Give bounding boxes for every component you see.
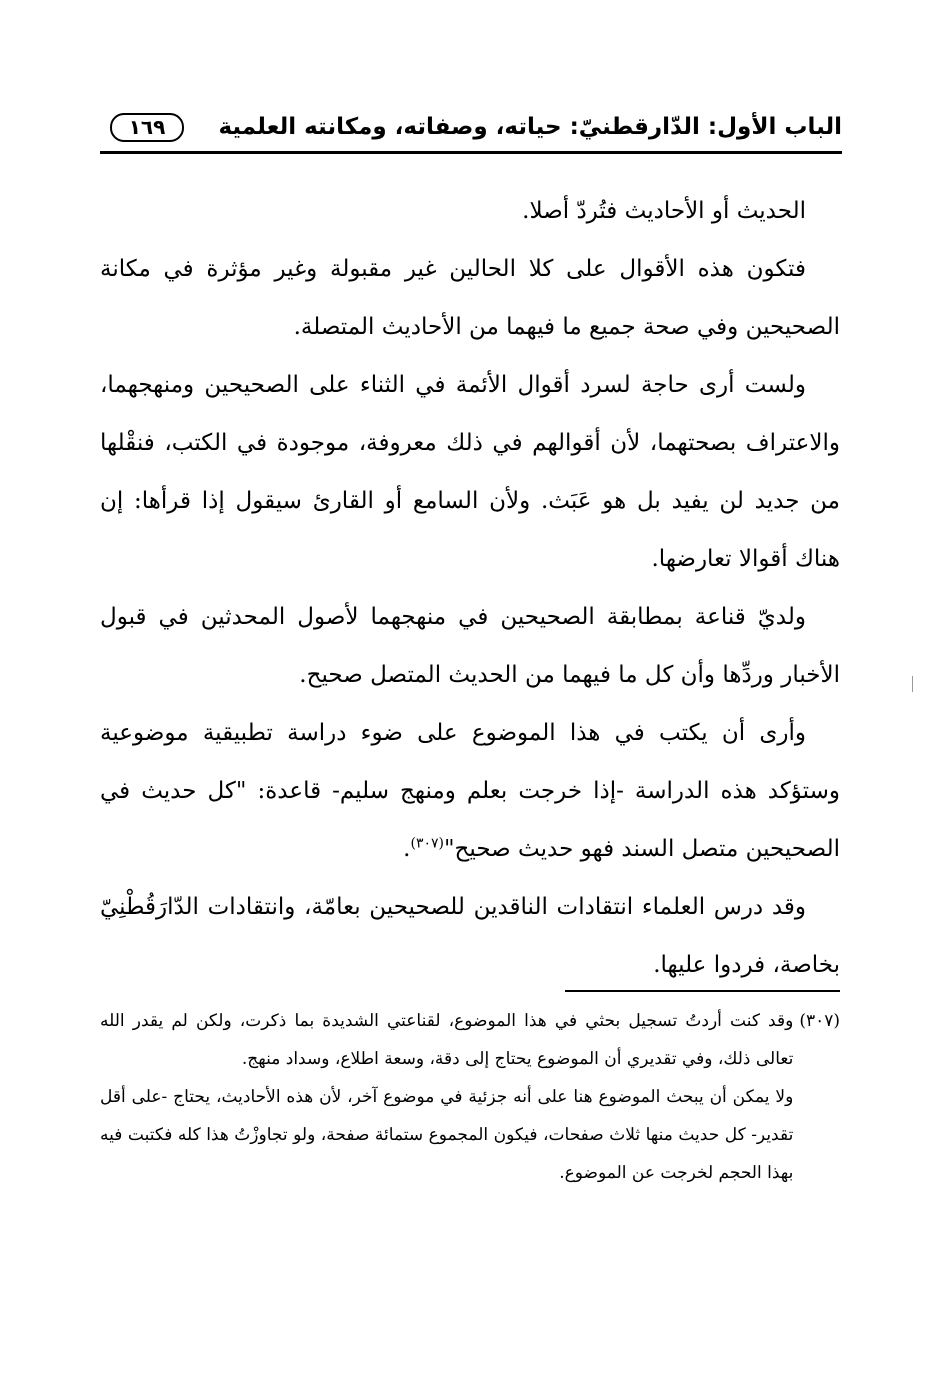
main-text <box>100 182 840 994</box>
paragraph-with-footnote-ref <box>100 704 840 878</box>
paragraph: ولديّ قناعة بمطابقة الصحيحين في منهجهما لأصول المحدثين في قبول الأخبار وردِّها وأن كل ما فيهما من الحديث المتصل صحيح. <box>100 604 840 688</box>
paragraph: الحديث أو الأحاديث فتُردّ أصلا. <box>522 198 806 224</box>
paragraph: فتكون هذه الأقوال على كلا الحالين غير مقبولة وغير مؤثرة في مكانة الصحيحين وفي صحة جميع ما فيهما من الأحاديث المتصلة. <box>100 256 840 340</box>
footnote-body <box>100 1002 793 1192</box>
footnote <box>100 1002 840 1192</box>
footnote-text: وقد كنت أردتُ تسجيل بحثي في هذا الموضوع، لقناعتي الشديدة بما ذكرت، ولكن لم يقدر الله تعالى ذلك، وفي تقديري أن الموضوع يحتاج إلى دقة، وسعة اطلاع، وسداد منهج. <box>100 1011 794 1069</box>
footnote-text: ولا يمكن أن يبحث الموضوع هنا على أنه جزئية في موضوع آخر، لأن هذه الأحاديث، يحتاج -على أقل تقدير- كل حديث منها ثلاث صفحات، فيكون المجموع ستمائة صفحة، ولو تجاوزْتُ هذا كله فكتبت فيه بهذا الحجم لخرجت عن الموضوع. <box>100 1087 794 1183</box>
footnote-separator <box>565 990 840 992</box>
footnotes <box>100 1002 840 1192</box>
paragraph: ولست أرى حاجة لسرد أقوال الأئمة في الثناء على الصحيحين ومنهجهما، والاعتراف بصحتهما، لأن أقوالهم في ذلك معروفة، موجودة في الكتب، فنقْلها من جديد لن يفيد بل هو عَبَث. ولأن السامع أو القارئ سيقول إذا قرأها: إن هناك أقوالا تعارضها. <box>100 372 840 572</box>
header-rule <box>100 151 842 154</box>
margin-mark <box>912 676 913 692</box>
footnote-number: (٣٠٧) <box>799 1011 840 1031</box>
page-number: ١٦٩ <box>110 113 184 142</box>
paragraph-end: . <box>403 836 411 862</box>
footnote-reference: (٣٠٧) <box>410 835 444 852</box>
paragraph-text: وأرى أن يكتب في هذا الموضوع على ضوء دراسة تطبيقية موضوعية وستؤكد هذه الدراسة -إذا خرجت بعلم ومنهج سليم- قاعدة: "كل حديث في الصحيحين متصل السند فهو حديث صحيح" <box>100 720 840 862</box>
running-title: الباب الأول: الدّارقطنيّ: حياته، وصفاته، ومكانته العلمية <box>218 114 842 140</box>
paragraph: وقد درس العلماء انتقادات الناقدين للصحيحين بعامّة، وانتقادات الدّارَقُطْنِيّ بخاصة، فردوا عليها. <box>100 894 840 978</box>
page-header <box>100 112 842 156</box>
